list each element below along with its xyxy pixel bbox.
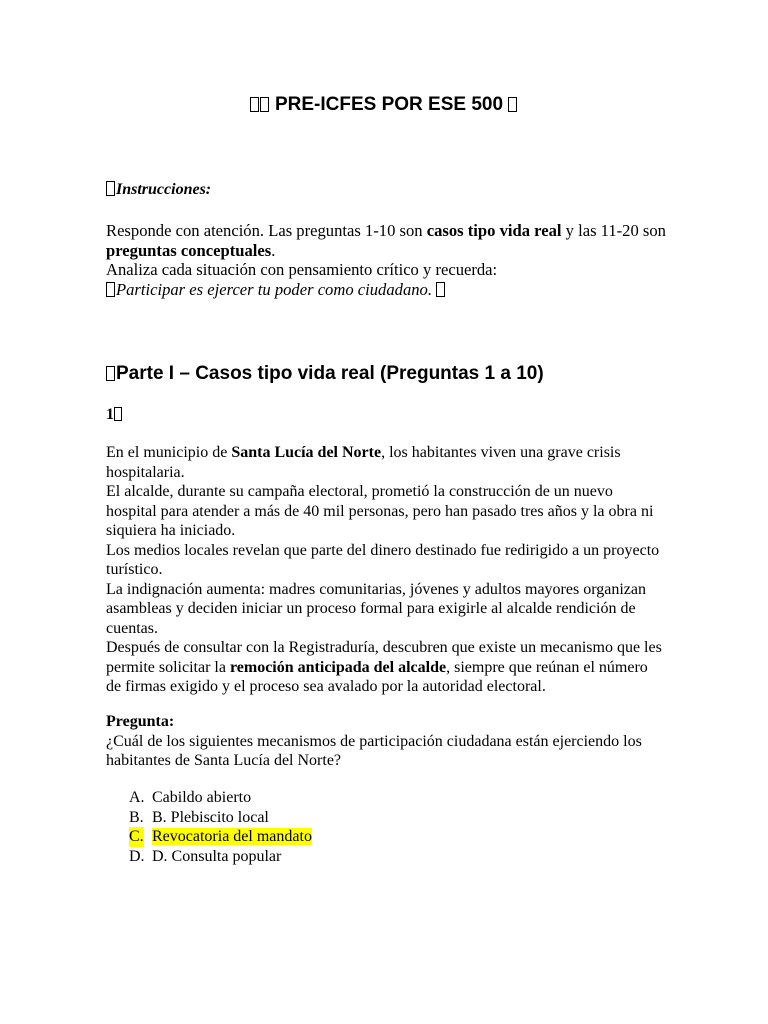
emoji-placeholder-icon [508, 97, 517, 112]
option-b[interactable]: B. B. Plebiscito local [129, 808, 269, 826]
document-title: PRE-ICFES POR ESE 500 [274, 94, 504, 115]
case-sentence: Después de consultar con la Registraduría, descubren que existe un mecanismo que les permite solicitar la remoción anticipada del alcalde, siempre que reúnan el número de firmas exigido y el proceso sea avalado por la autoridad electoral. [106, 639, 662, 695]
instructions-body [106, 221, 666, 299]
case-sentence: En el municipio de Santa Lucía del Norte, los habitantes viven una grave crisis hospitalaria. [106, 444, 621, 481]
case-sentence: La indignación aumenta: madres comunitarias, jóvenes y adultos mayores organizan asambleas y deciden iniciar un proceso formal para exigirle al alcalde rendición de cuentas. [106, 580, 646, 637]
case-sentence: El alcalde, durante su campaña electoral, prometió la construcción de un nuevo hospital para atender a más de 40 mil personas, pero han pasado tres años y la obra ni siquiera ha iniciado. [106, 483, 654, 539]
document-title-row [0, 94, 768, 116]
emoji-placeholder-icon [260, 97, 269, 112]
option-a[interactable]: A. Cabildo abierto [129, 789, 252, 806]
option-c-highlighted[interactable]: C. Revocatoria del mandato [129, 828, 312, 845]
emoji-placeholder-icon [106, 282, 115, 297]
case-sentence: Los medios locales revelan que parte del dinero destinado fue redirigido a un proyecto turístico. [106, 541, 660, 578]
emoji-placeholder-icon [250, 97, 259, 112]
question-text: ¿Cuál de los siguientes mecanismos de participación ciudadana están ejerciendo los habitantes de Santa Lucía del Norte? [106, 732, 642, 769]
emoji-placeholder-icon [106, 366, 115, 381]
emoji-placeholder-icon [114, 407, 122, 421]
instructions-label: Instrucciones: [116, 181, 212, 198]
option-d[interactable]: D. D. Consulta popular [129, 847, 282, 865]
highlighted-answer: Revocatoria del mandato [152, 828, 312, 845]
part-heading: Parte I – Casos tipo vida real (Preguntas 1 a 10) [106, 362, 666, 386]
instructions-line: Analiza cada situación con pensamiento crítico y recuerda: [106, 260, 498, 279]
emoji-placeholder-icon [106, 181, 115, 196]
instructions-paragraph: Responde con atención. Las preguntas 1-10 son casos tipo vida real y las 11-20 son preguntas conceptuales. [106, 221, 666, 260]
answer-options [106, 788, 666, 866]
emoji-placeholder-icon [436, 282, 445, 297]
question-number: 1 [106, 405, 666, 425]
instructions-heading [106, 180, 666, 200]
case-text [106, 443, 666, 697]
question-label: Pregunta: [106, 713, 175, 730]
instructions-motto: Participar es ejercer tu poder como ciudadano. [106, 280, 666, 300]
question-block [106, 712, 666, 771]
